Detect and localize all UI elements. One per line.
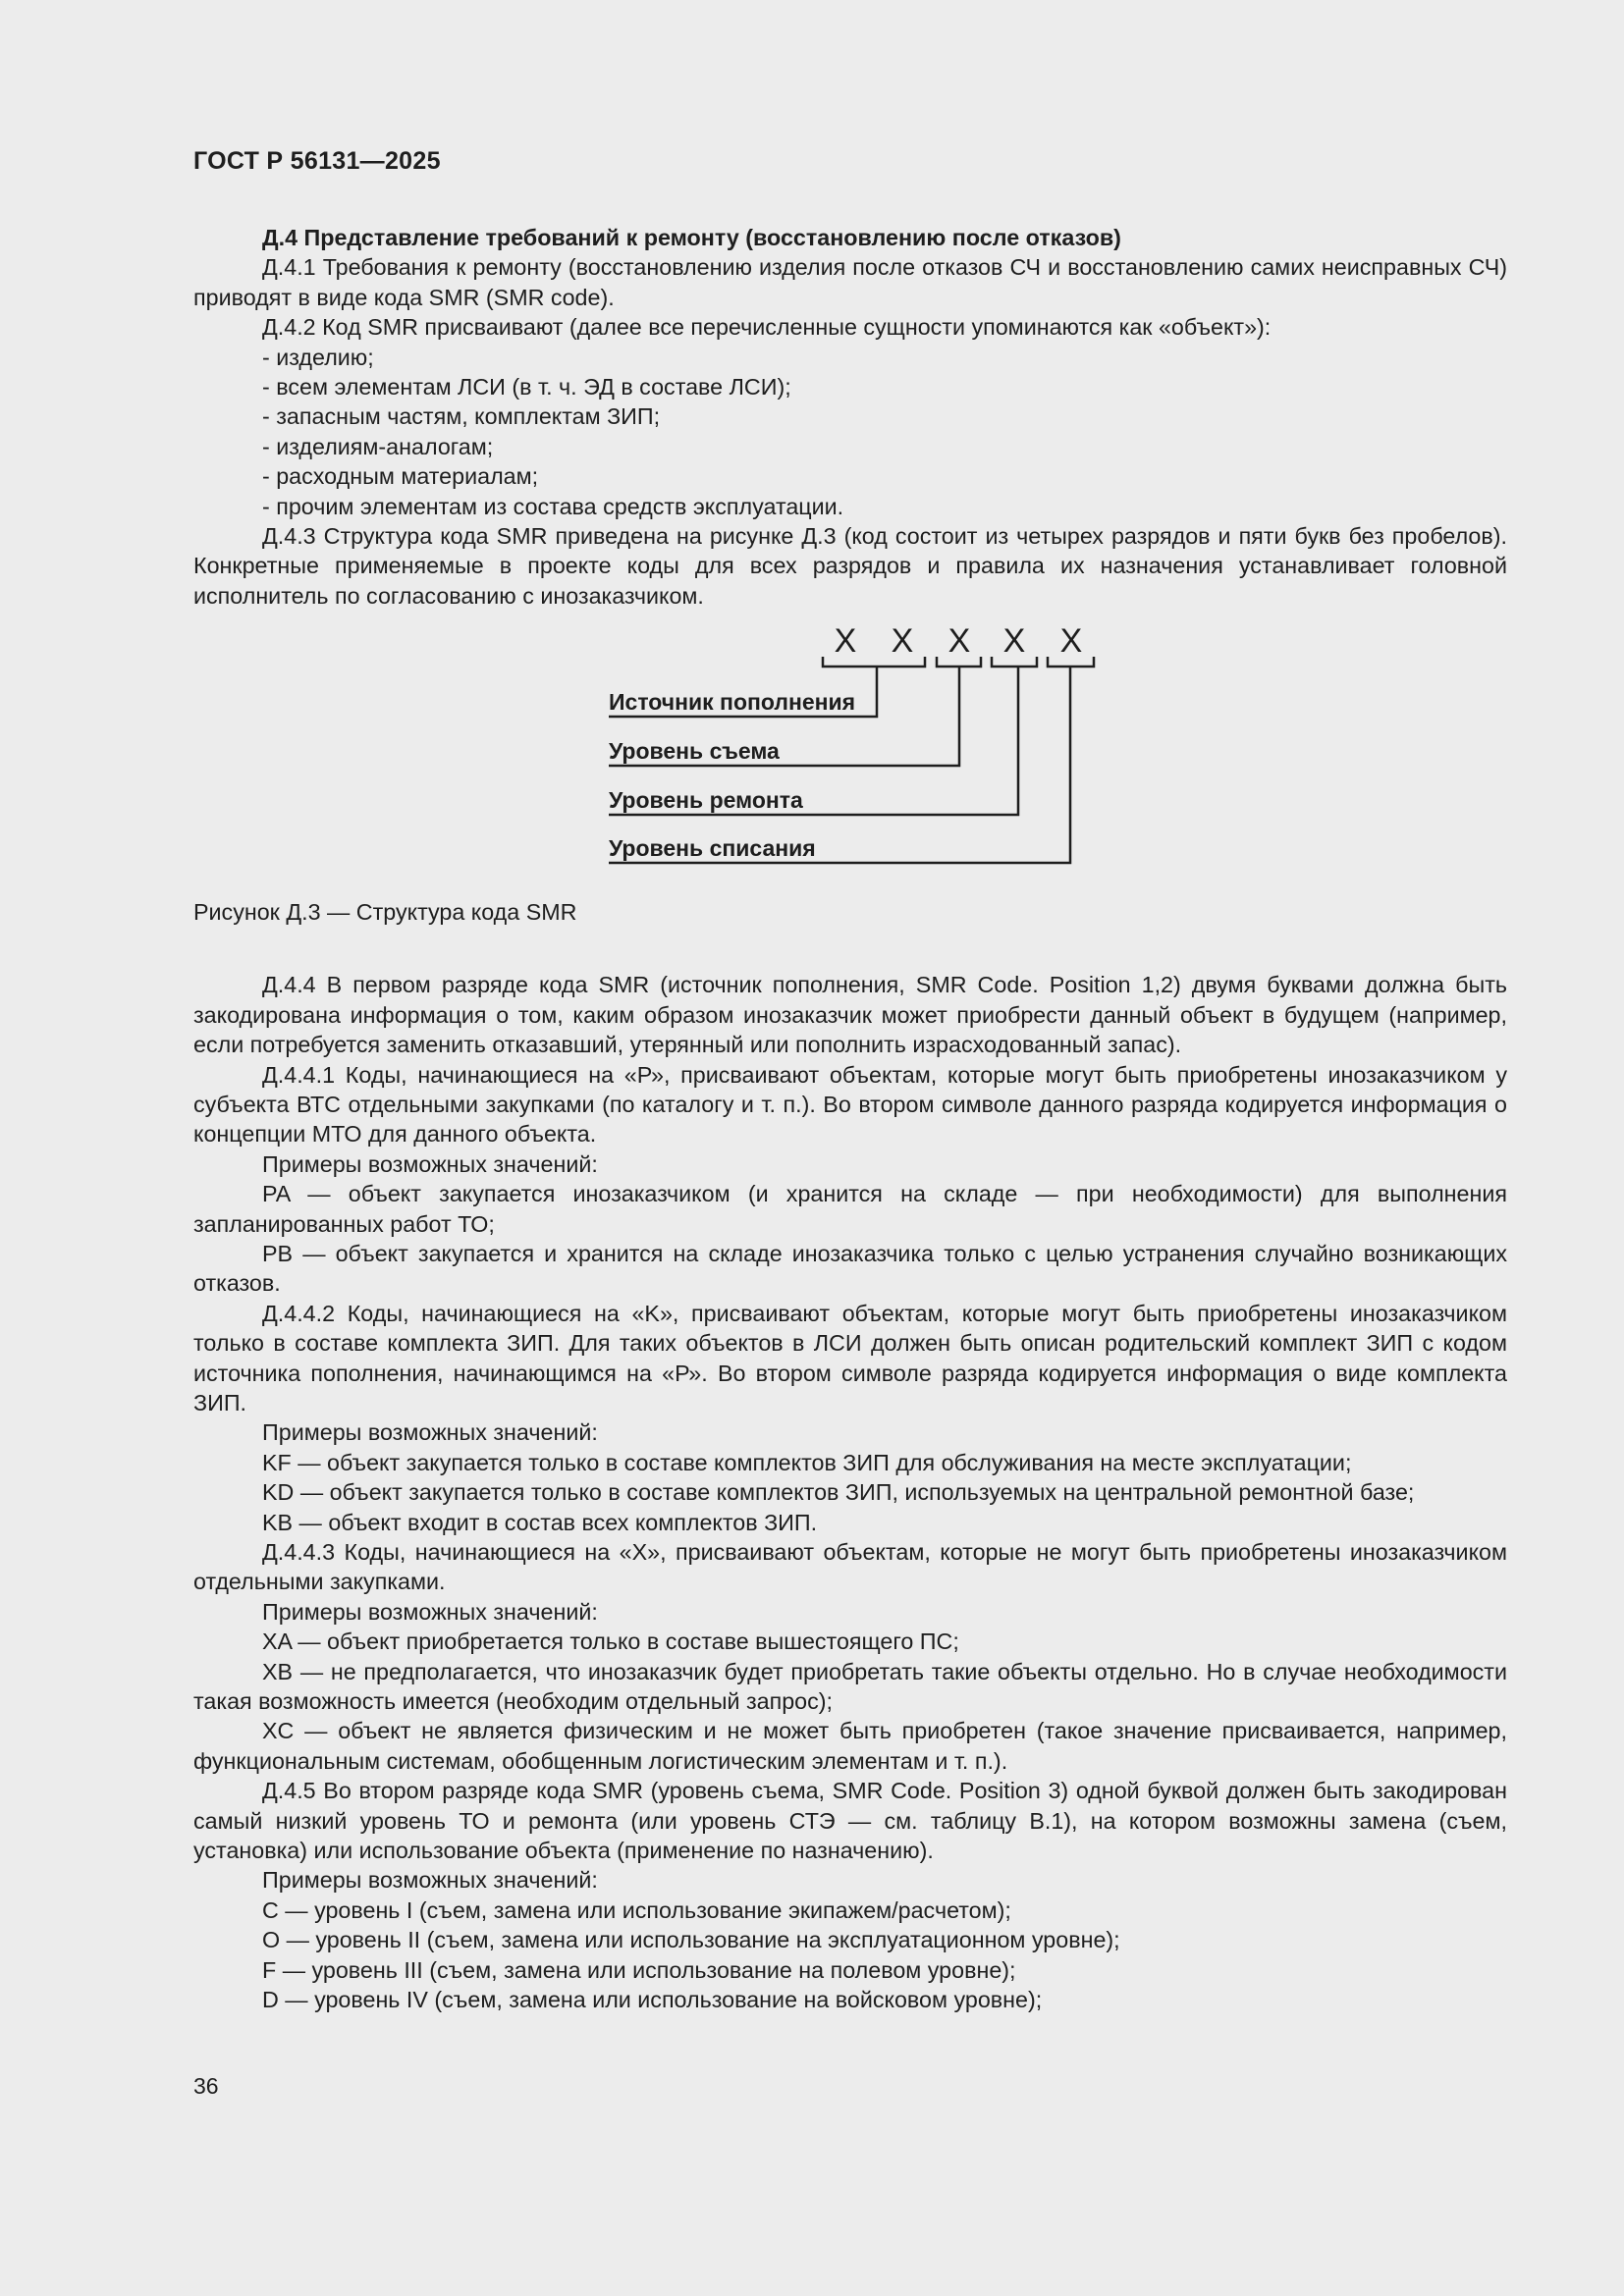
- examples-label: Примеры возможных значений:: [262, 1419, 598, 1446]
- example-d: D — уровень IV (съем, замена или использование на войсковом уровне);: [262, 1987, 1043, 2013]
- list-item: - всем элементам ЛСИ (в т. ч. ЭД в составе ЛСИ);: [262, 374, 791, 400]
- code-letter: X: [1002, 622, 1026, 661]
- smr-structure-diagram: [193, 611, 1507, 897]
- example-o: O — уровень II (съем, замена или использование на эксплуатационном уровне);: [262, 1927, 1120, 1953]
- page-content: [193, 223, 1507, 2015]
- list-item: - запасным частям, комплектам ЗИП;: [262, 403, 661, 430]
- paragraph-d45: Д.4.5 Во втором разряде кода SMR (уровень съема, SMR Code. Position 3) одной буквой должен быть закодирован самый низкий уровень ТО и ремонта (или уровень СТЭ — см. таблицу В.1), на котором возможны замена (съем, установка) или использование объекта (применение по назначению).: [193, 1778, 1507, 1864]
- examples-label: Примеры возможных значений:: [262, 1150, 598, 1177]
- example-xc: XC — объект не является физическим и не может быть приобретен (такое значение присваивается, например, функциональным системам, обобщенным логистическим элементам и т. п.).: [193, 1718, 1507, 1774]
- example-c: C — уровень I (съем, замена или использование экипажем/расчетом);: [262, 1896, 1011, 1923]
- code-letter: X: [947, 622, 971, 661]
- examples-label: Примеры возможных значений:: [262, 1867, 598, 1894]
- code-letter: X: [1059, 622, 1083, 661]
- label-source: Источник пополнения: [609, 689, 856, 716]
- label-disposal-level: Уровень списания: [609, 835, 816, 862]
- example-pa: PA — объект закупается инозаказчиком (и хранится на складе — при необходимости) для выполнения запланированных работ ТО;: [193, 1181, 1507, 1237]
- object-list: [193, 343, 1507, 521]
- example-xb: XB — не предполагается, что инозаказчик будет приобретать такие объекты отдельно. Но в случае необходимости такая возможность имеется (необходим отдельный запрос);: [193, 1658, 1507, 1715]
- example-xa: XA — объект приобретается только в составе вышестоящего ПС;: [262, 1629, 959, 1655]
- document-header: ГОСТ Р 56131—2025: [193, 147, 441, 175]
- list-item: - прочим элементам из состава средств эксплуатации.: [262, 493, 844, 519]
- example-f: F — уровень III (съем, замена или использование на полевом уровне);: [262, 1956, 1016, 1983]
- paragraph-d44: Д.4.4 В первом разряде кода SMR (источник пополнения, SMR Code. Position 1,2) двумя буквами должна быть закодирована информация о том, каким образом инозаказчик может приобрести данный объект в будущем (например, если потребуется заменить отказавший, утерянный или пополнить израсходованный запас).: [193, 972, 1507, 1058]
- list-item: - изделию;: [262, 344, 374, 370]
- smr-code-figure: [193, 611, 1507, 897]
- paragraph-d41: Д.4.1 Требования к ремонту (восстановлению изделия после отказов СЧ и восстановлению самих неисправных СЧ) приводят в виде кода SMR (SMR code).: [193, 254, 1507, 310]
- paragraph-d443: Д.4.4.3 Коды, начинающиеся на «X», присваивают объектам, которые не могут быть приобретены инозаказчиком отдельными закупками.: [193, 1539, 1507, 1595]
- example-pb: PB — объект закупается и хранится на складе инозаказчика только с целью устранения случайно возникающих отказов.: [193, 1240, 1507, 1297]
- code-letter: X: [891, 622, 914, 661]
- example-kf: KF — объект закупается только в составе комплектов ЗИП для обслуживания на месте эксплуатации;: [262, 1449, 1352, 1475]
- paragraph-d442: Д.4.4.2 Коды, начинающиеся на «K», присваивают объектам, которые могут быть приобретены инозаказчиком только в составе комплекта ЗИП. Для таких объектов в ЛСИ должен быть описан родительский комплект ЗИП с кодом источника пополнения, начинающимся на «Р». Во втором символе разряда кодируется информация о виде комплекта ЗИП.: [193, 1300, 1507, 1415]
- code-letter: X: [834, 622, 857, 661]
- example-kd: KD — объект закупается только в составе комплектов ЗИП, используемых на центральной ремонтной базе;: [262, 1479, 1415, 1506]
- example-kb: KB — объект входит в состав всех комплектов ЗИП.: [262, 1509, 818, 1535]
- paragraph-d42: Д.4.2 Код SMR присваивают (далее все перечисленные сущности упоминаются как «объект»):: [262, 314, 1272, 341]
- page-number: 36: [193, 2073, 219, 2099]
- paragraph-d43: Д.4.3 Структура кода SMR приведена на рисунке Д.3 (код состоит из четырех разрядов и пяти букв без пробелов). Конкретные применяемые в проекте коды для всех разрядов и правила их назначения устанавливает головной исполнитель по согласованию с инозаказчиком.: [193, 523, 1507, 609]
- label-repair-level: Уровень ремонта: [609, 787, 803, 814]
- examples-label: Примеры возможных значений:: [262, 1598, 598, 1625]
- figure-caption: Рисунок Д.3 — Структура кода SMR: [193, 899, 577, 926]
- list-item: - изделиям-аналогам;: [262, 433, 494, 459]
- label-removal-level: Уровень съема: [609, 738, 780, 765]
- paragraph-d441: Д.4.4.1 Коды, начинающиеся на «Р», присваивают объектам, которые могут быть приобретены инозаказчиком у субъекта ВТС отдельными закупками (по каталогу и т. п.). Во втором символе данного разряда кодируется информация о концепции МТО для данного объекта.: [193, 1061, 1507, 1148]
- section-heading: Д.4 Представление требований к ремонту (восстановлению после отказов): [262, 225, 1121, 250]
- list-item: - расходным материалам;: [262, 463, 539, 490]
